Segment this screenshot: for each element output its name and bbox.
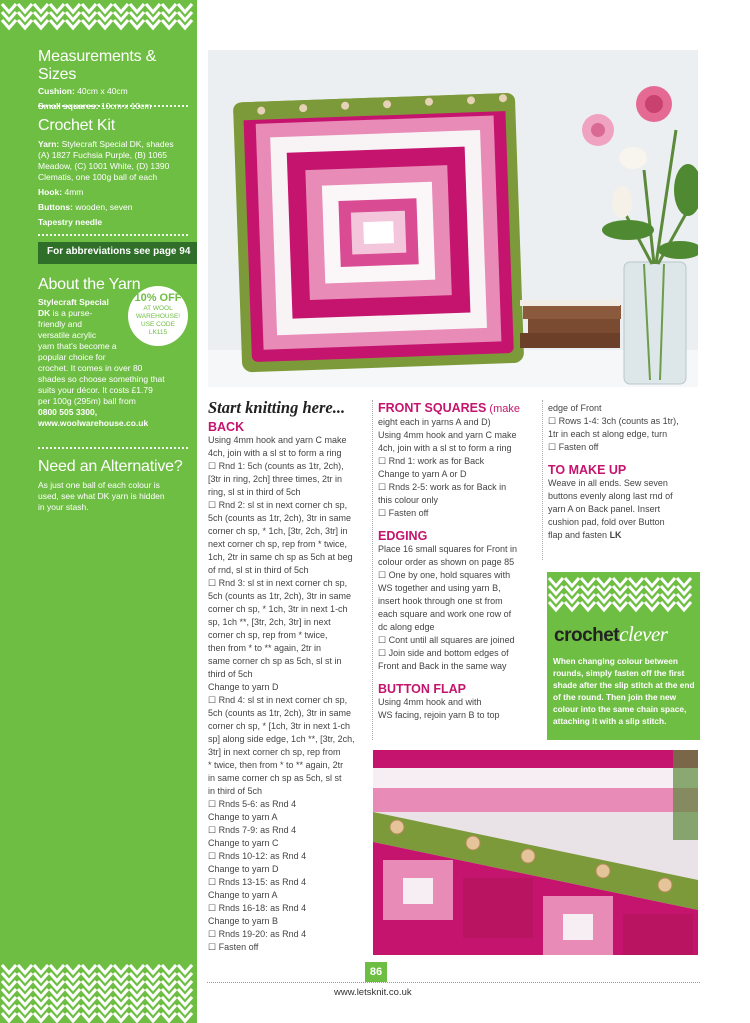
pattern-line: ☐ Rnd 3: sl st in next corner ch sp, (208, 578, 348, 588)
pattern-line: ☐ Rnd 1: 5ch (counts as 1tr, 2ch), (208, 461, 344, 471)
badge-line: AT WOOL (143, 305, 173, 312)
alternative-title: Need an Alternative? (38, 458, 183, 475)
pattern-line: 5ch (counts as 1tr, 2ch), 3tr in same (208, 708, 352, 718)
buttons-value: wooden, seven (75, 202, 133, 212)
front-heading-rest: (make (486, 403, 520, 415)
alternative-line: in your stash. (38, 502, 89, 512)
about-line: per 100g (295m) ball from (38, 396, 136, 406)
pattern-line: ☐ Rnds 5-6: as Rnd 4 (208, 799, 297, 809)
pattern-line: yarn A on Back panel. Insert (548, 504, 661, 514)
pattern-line: corner ch sp, * 1ch, [3tr, 2ch, 3tr] in (208, 526, 348, 536)
knit-pattern-box (547, 572, 700, 616)
pattern-line: next corner ch sp, rep from * twice, (208, 539, 348, 549)
column-three (548, 402, 700, 542)
abbreviations-text: For abbreviations see page 94 (47, 246, 191, 257)
pattern-line: Change to yarn B (208, 916, 279, 926)
pattern-line: eight each in yarns A and D) (378, 417, 491, 427)
pattern-line: Change to yarn D (208, 864, 279, 874)
pattern-line: this colour only (378, 495, 439, 505)
kit-title: Crochet Kit (38, 117, 115, 134)
pattern-line: WS together and using yarn B, (378, 583, 501, 593)
pattern-line: ☐ Fasten off (548, 442, 599, 452)
pattern-line: dc along edge (378, 622, 435, 632)
footer-divider (207, 982, 700, 983)
clever-line: shade after the slip stitch at the end (553, 680, 695, 690)
back-heading: BACK (208, 420, 245, 434)
page-number: 86 (365, 962, 387, 982)
cushion-label: Cushion: (38, 86, 75, 96)
pattern-line: flap and fasten (548, 530, 608, 540)
about-title: About the Yarn (38, 276, 141, 293)
badge-line: LK115 (148, 329, 168, 336)
pattern-line: corner ch sp, * 1ch, 3tr in next 1-ch (208, 604, 348, 614)
pattern-line: ☐ Fasten off (378, 508, 429, 518)
pattern-line: ring, sl st in third of 5ch (208, 487, 301, 497)
pattern-line: 1tr in each st along edge, turn (548, 429, 668, 439)
column-divider (372, 400, 373, 740)
alternative-line: used, see what DK yarn is hidden (38, 491, 165, 501)
badge-line: USE CODE (141, 321, 175, 328)
pattern-line: of rnd, sl st in third of 5ch (208, 565, 309, 575)
squares-label: Small squares: (38, 101, 99, 111)
clever-line: rounds, simply fasten off the first (553, 668, 685, 678)
yarn-line: Clematis, one 100g ball of each (38, 172, 158, 182)
pattern-line: sp, 1ch **, [3tr, 2ch, 3tr] in next (208, 617, 331, 627)
pattern-line: Change to yarn A (208, 812, 278, 822)
hook-value: 4mm (64, 187, 84, 197)
pattern-line: corner ch sp, rep from * twice, (208, 630, 328, 640)
knit-pattern-top (0, 0, 197, 34)
about-line: popular choice for (38, 352, 106, 362)
about-line: friendly and (38, 319, 82, 329)
pattern-line: ☐ Rnd 4: sl st in next corner ch sp, (208, 695, 348, 705)
pattern-line: [3tr in ring, 2ch] three times, 2tr in (208, 474, 343, 484)
lk-end-mark: LK (609, 530, 622, 540)
yarn-line: Meadow, (C) 1001 White, (D) 1390 (38, 161, 170, 171)
column-two (378, 402, 540, 722)
pattern-line: ☐ Rnds 7-9: as Rnd 4 (208, 825, 297, 835)
cushion-value: 40cm x 40cm (77, 86, 128, 96)
pattern-line: in same corner ch sp as 5ch, sl st (208, 773, 342, 783)
pattern-line: Place 16 small squares for Front in (378, 544, 518, 554)
divider (38, 105, 188, 107)
pattern-line: Using 4mm hook and yarn C make (378, 430, 517, 440)
badge-title: 10% OFF (134, 292, 182, 304)
pattern-line: edge of Front (548, 403, 602, 413)
pattern-line: ☐ Join side and bottom edges of (378, 648, 509, 658)
about-line: crochet. It comes in over 80 (38, 363, 143, 373)
footer-url[interactable]: www.letsknit.co.uk (334, 987, 412, 998)
sidebar (0, 0, 197, 1023)
alternative-section (38, 458, 190, 513)
pattern-line: same corner ch sp as 5ch, sl st in (208, 656, 342, 666)
edging-heading: EDGING (378, 529, 428, 543)
pattern-line: ☐ Rnd 1: work as for Back (378, 456, 485, 466)
pattern-line: 1ch, 2tr in same ch sp as 5ch at beg (208, 552, 353, 562)
pattern-line: 3tr] in next corner ch sp, rep from (208, 747, 341, 757)
website-link[interactable]: www.woolwarehouse.co.uk (38, 418, 149, 428)
pattern-line: buttons evenly along last rnd of (548, 491, 673, 501)
phone-number: 0800 505 3300, (38, 407, 98, 417)
pattern-line: cushion pad, fold over Button (548, 517, 665, 527)
about-line: versatile acrylic (38, 330, 97, 340)
pattern-line: ☐ Rnds 10-12: as Rnd 4 (208, 851, 307, 861)
badge-line: WAREHOUSE! (135, 313, 181, 320)
about-line: yarn that's become a (38, 341, 117, 351)
yarn-line: Stylecraft Special DK, shades (61, 139, 174, 149)
pattern-line: then from * to ** again, 2tr in (208, 643, 322, 653)
pattern-line: third of 5ch (208, 669, 253, 679)
buttons-label: Buttons: (38, 202, 73, 212)
tapestry-needle: Tapestry needle (38, 217, 103, 227)
pattern-line: Change to yarn A (208, 890, 278, 900)
front-squares-heading: FRONT SQUARES (378, 401, 487, 415)
about-bold: DK (38, 308, 51, 318)
pattern-line: 5ch (counts as 1tr, 2ch), 3tr in same (208, 513, 352, 523)
pattern-line: ☐ Rnds 16-18: as Rnd 4 (208, 903, 307, 913)
clever-line: of the round. Then join the new (553, 692, 677, 702)
alternative-line: As just one ball of each colour is (38, 480, 160, 490)
measurements-title: Measurements & Sizes (38, 48, 157, 83)
hook-label: Hook: (38, 187, 63, 197)
pattern-line: ☐ Rnds 19-20: as Rnd 4 (208, 929, 307, 939)
pattern-line: Weave in all ends. Sew seven (548, 478, 668, 488)
pattern-line: ☐ Rows 1-4: 3ch (counts as 1tr), (548, 416, 679, 426)
about-bold: Stylecraft Special (38, 297, 109, 307)
about-line: suits your décor. It costs £1.79 (38, 385, 153, 395)
pattern-line: Change to yarn A or D (378, 469, 467, 479)
pattern-line: 4ch, join with a sl st to form a ring (378, 443, 512, 453)
pattern-line: each square and work one row of (378, 609, 512, 619)
pattern-line: ☐ Rnd 2: sl st in next corner ch sp, (208, 500, 348, 510)
button-flap-heading: BUTTON FLAP (378, 682, 466, 696)
clever-line: attaching it with a slip stitch. (553, 716, 667, 726)
pattern-line: ☐ Cont until all squares are joined (378, 635, 515, 645)
clever-line: When changing colour between (553, 656, 678, 666)
pattern-line: ☐ Rnds 2-5: work as for Back in (378, 482, 507, 492)
measurements-section (38, 48, 190, 112)
clever-title-b: clever (619, 622, 668, 646)
pattern-line: 4ch, join with a sl st to form a ring (208, 448, 342, 458)
pattern-line: in third of 5ch (208, 786, 263, 796)
start-knitting-title: Start knitting here... (208, 398, 346, 417)
back-instructions (208, 421, 368, 954)
pattern-line: colour order as shown on page 85 (378, 557, 515, 567)
pattern-line: sp] along side edge, 1ch **, [3tr, 2ch, (208, 734, 355, 744)
clever-title-a: crochet (554, 625, 620, 646)
knit-pattern-bottom (0, 961, 197, 1023)
discount-badge (128, 286, 188, 346)
pattern-line: insert hook through one st from (378, 596, 503, 606)
column-divider (542, 400, 543, 560)
pattern-line: ☐ Rnds 13-15: as Rnd 4 (208, 877, 307, 887)
pattern-line: Using 4mm hook and with (378, 697, 482, 707)
about-line: is a purse- (50, 308, 93, 318)
pattern-line: * twice, then from * to ** again, 2tr (208, 760, 344, 770)
divider (38, 234, 188, 236)
pattern-line: Change to yarn D (208, 682, 279, 692)
yarn-line: (A) 1827 Fuchsia Purple, (B) 1065 (38, 150, 167, 160)
to-make-up-heading: TO MAKE UP (548, 463, 627, 477)
abbreviations-banner[interactable] (38, 242, 197, 264)
pattern-line: WS facing, rejoin yarn B to top (378, 710, 500, 720)
pattern-line: Using 4mm hook and yarn C make (208, 435, 347, 445)
yarn-label: Yarn: (38, 139, 60, 149)
pattern-line: ☐ Fasten off (208, 942, 259, 952)
clever-line: colour into the same chain space, (553, 704, 687, 714)
crochet-clever-box (547, 572, 700, 740)
pattern-line: corner ch sp, * [1ch, 3tr in next 1-ch (208, 721, 351, 731)
pattern-line: ☐ One by one, hold squares with (378, 570, 511, 580)
pattern-line: 5ch (counts as 1tr, 2ch), 3tr in same (208, 591, 352, 601)
cushion-detail-photo (373, 750, 698, 955)
cushion-photo (208, 50, 698, 387)
about-line: shades so choose something that (38, 374, 165, 384)
squares-value: 10cm x 10cm (100, 101, 152, 111)
pattern-line: Front and Back in the same way (378, 661, 507, 671)
crochet-kit-section (38, 117, 190, 228)
pattern-line: Change to yarn C (208, 838, 279, 848)
divider (38, 447, 188, 449)
